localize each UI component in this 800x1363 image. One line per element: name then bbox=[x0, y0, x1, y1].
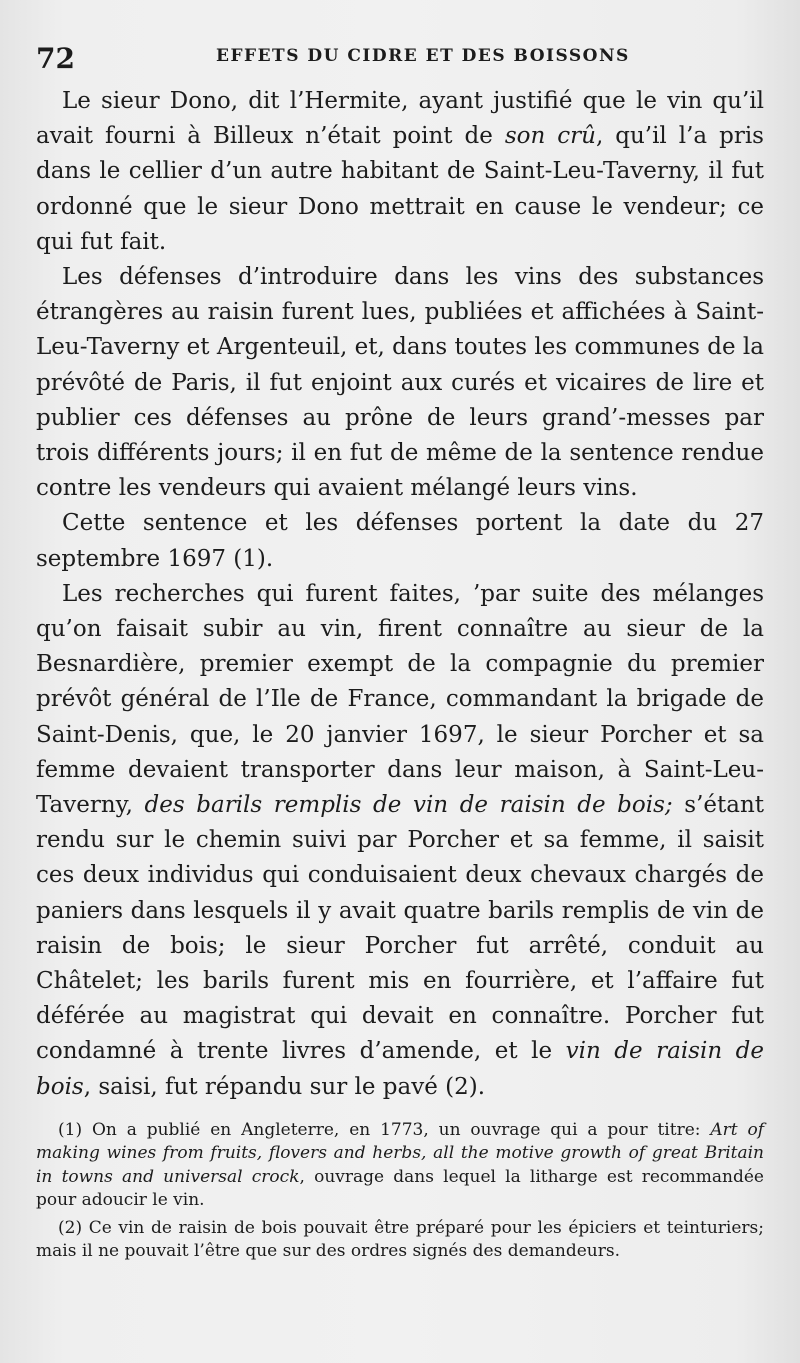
text-segment: Les recherches qui furent faites, ’par suite des mélanges qu’on faisait subir au vin, firent connaître au sieur de la Besnardière, premier exempt de la compagnie du premier prévôt général de l’Ile de France, commandant la brigade de Saint-Denis, que, le 20 janvier 1697, le sieur Porcher et sa femme devaient transporter dans leur maison, à Saint-Leu-Taverny, bbox=[36, 580, 764, 819]
text-segment: Cette sentence et les défenses portent la date du 27 septembre 1697 (1). bbox=[36, 510, 764, 572]
italic-text-segment: des barils remplis de vin de raisin de bois; bbox=[144, 792, 673, 819]
paragraph bbox=[36, 84, 764, 260]
body-text bbox=[36, 84, 764, 1105]
italic-text-segment: son crû bbox=[504, 123, 596, 150]
text-segment: , ouvrage dans lequel la litharge est recommandée pour adoucir le vin. bbox=[36, 1166, 764, 1211]
text-segment: s’étant rendu sur le chemin suivi par Porcher et sa femme, il saisit ces deux individus qui conduisaient deux chevaux chargés de paniers dans lesquels il y avait quatre barils remplis de vin de raisin de bois; le sieur Porcher fut arrêté, conduit au Châtelet; les barils furent mis en fourrière, et l’affaire fut déférée au magistrat qui devait en connaître. Porcher fut condamné à trente livres d’amende, et le bbox=[36, 792, 764, 1065]
page-header bbox=[36, 38, 764, 78]
paragraph bbox=[36, 577, 764, 1105]
italic-text-segment: Art of making wines from fruits, flovers and herbs, all the motive growth of great Britain in towns and universal crock bbox=[36, 1119, 764, 1187]
running-title: EFFETS DU CIDRE ET DES BOISSONS bbox=[216, 46, 630, 66]
footnote bbox=[36, 1217, 764, 1264]
text-segment: Les défenses d’introduire dans les vins des substances étrangères au raisin furent lues, publiées et affichées à Saint-Leu-Taverny et Argenteuil, et, dans toutes les communes de la prévôté de Paris, il fut enjoint aux curés et vicaires de lire et publier ces défenses au prône de leurs grand’-messes par trois différents jours; il en fut de même de la sentence rendue contre les vendeurs qui avaient mélangé leurs vins. bbox=[36, 264, 764, 502]
paragraph bbox=[36, 260, 764, 506]
text-segment: Le sieur Dono, dit l’Hermite, ayant justifié que le vin qu’il avait fourni à Billeux n’était point de bbox=[36, 88, 764, 150]
text-segment: , qu’il l’a pris dans le cellier d’un autre habitant de Saint-Leu-Taverny, il fut ordonné que le sieur Dono mettrait en cause le vendeur; ce qui fut fait. bbox=[36, 123, 764, 255]
footnote bbox=[36, 1119, 764, 1213]
footnotes bbox=[36, 1119, 764, 1264]
text-segment: (1) On a publié en Angleterre, en 1773, un ouvrage qui a pour titre: bbox=[58, 1119, 711, 1140]
page-number: 72 bbox=[36, 42, 75, 75]
text-segment: (2) Ce vin de raisin de bois pouvait être préparé pour les épiciers et teinturiers; mais il ne pouvait l’être que sur des ordres signés des demandeurs. bbox=[36, 1217, 764, 1262]
italic-text-segment: vin de raisin de bois bbox=[36, 1038, 764, 1100]
paragraph bbox=[36, 506, 764, 576]
text-segment: , saisi, fut répandu sur le pavé (2). bbox=[83, 1073, 486, 1100]
